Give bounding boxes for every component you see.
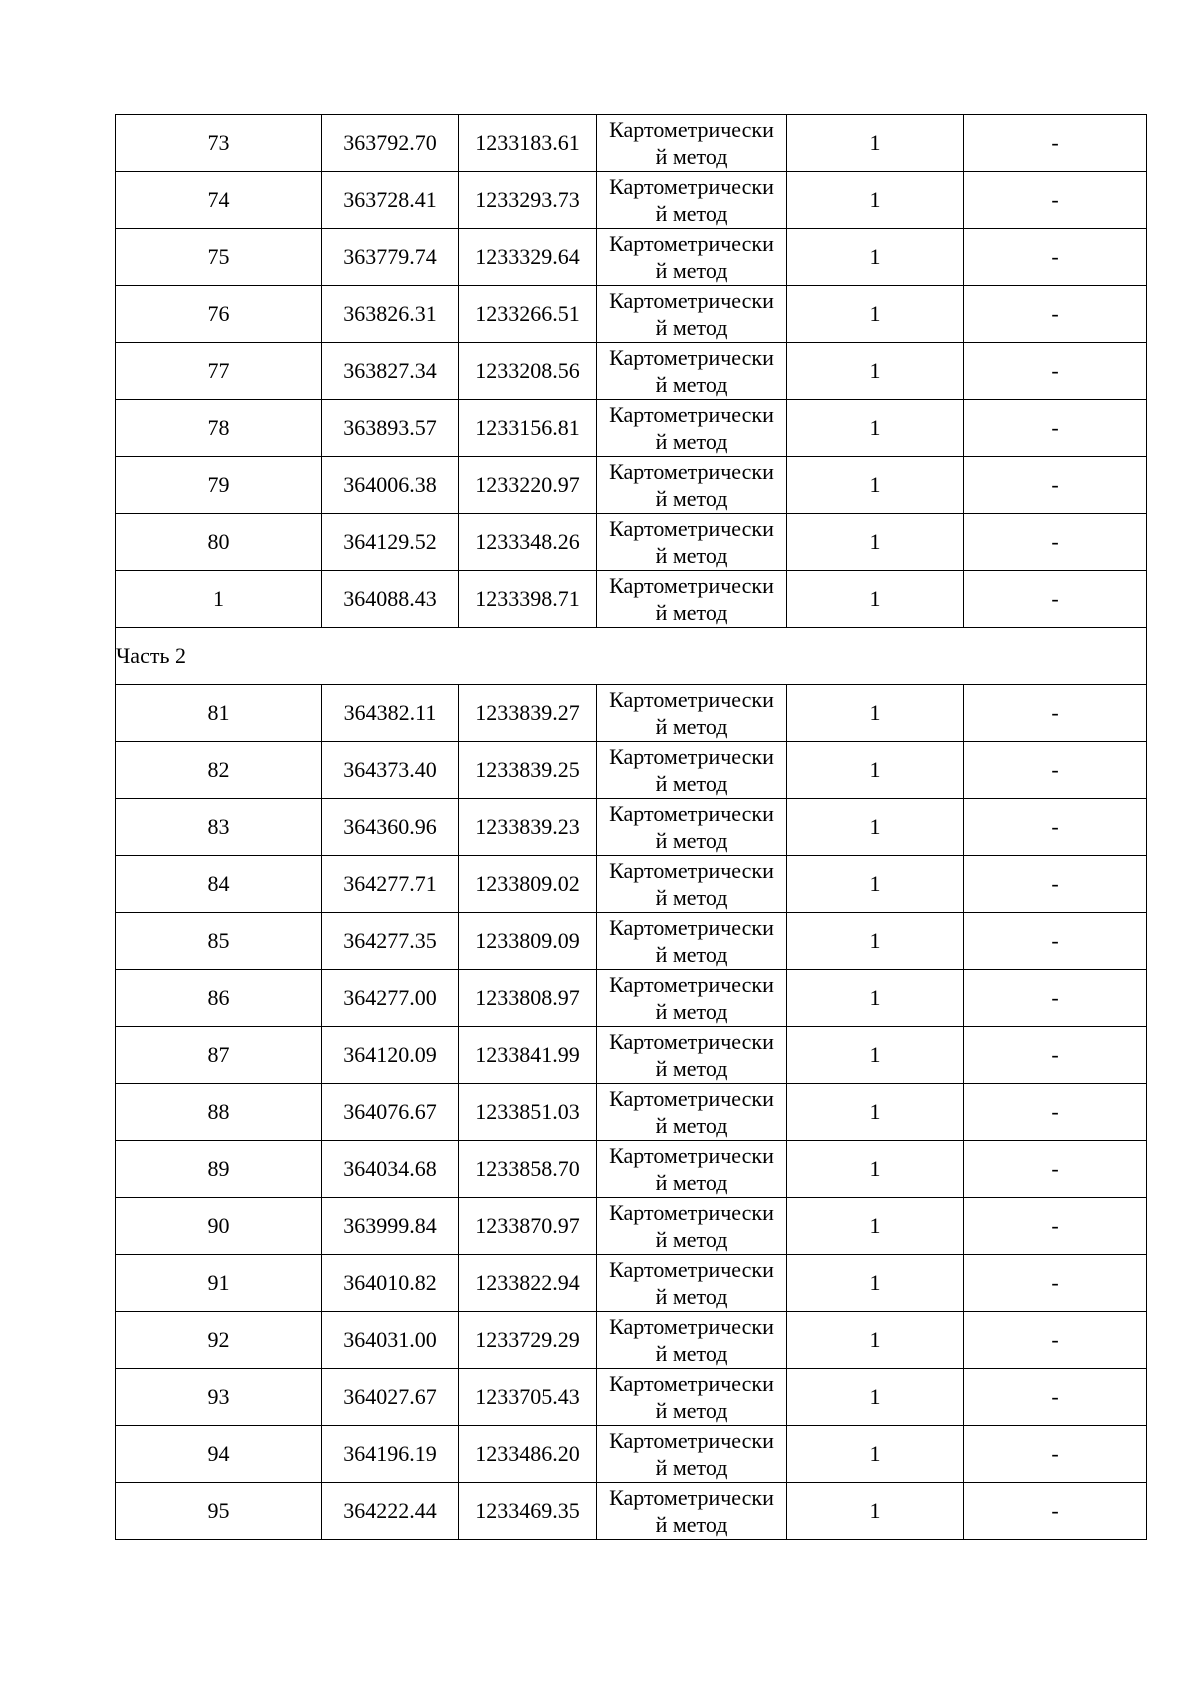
note-cell: - — [964, 1084, 1147, 1141]
y-coordinate-cell: 1233851.03 — [459, 1084, 597, 1141]
x-coordinate-cell: 364373.40 — [322, 742, 459, 799]
accuracy-cell: 1 — [787, 856, 964, 913]
accuracy-cell: 1 — [787, 685, 964, 742]
method-cell — [597, 286, 787, 343]
method-line-2: й метод — [655, 1227, 728, 1252]
accuracy-cell: 1 — [787, 115, 964, 172]
note-cell: - — [964, 571, 1147, 628]
y-coordinate-cell: 1233705.43 — [459, 1369, 597, 1426]
method-cell — [597, 343, 787, 400]
x-coordinate-cell: 363792.70 — [322, 115, 459, 172]
method-line-2: й метод — [655, 543, 728, 568]
method-cell — [597, 1084, 787, 1141]
y-coordinate-cell: 1233398.71 — [459, 571, 597, 628]
table-row — [116, 571, 1147, 628]
method-line-1: Картометрически — [609, 1485, 774, 1510]
note-cell: - — [964, 742, 1147, 799]
point-number-cell: 81 — [116, 685, 322, 742]
point-number-cell: 77 — [116, 343, 322, 400]
note-cell: - — [964, 514, 1147, 571]
method-line-1: Картометрически — [609, 231, 774, 256]
y-coordinate-cell: 1233293.73 — [459, 172, 597, 229]
method-line-2: й метод — [655, 1056, 728, 1081]
method-cell — [597, 1255, 787, 1312]
point-number-cell: 82 — [116, 742, 322, 799]
x-coordinate-cell: 364277.71 — [322, 856, 459, 913]
table-row — [116, 286, 1147, 343]
method-cell — [597, 571, 787, 628]
point-number-cell: 80 — [116, 514, 322, 571]
table-row — [116, 970, 1147, 1027]
accuracy-cell: 1 — [787, 1483, 964, 1540]
point-number-cell: 1 — [116, 571, 322, 628]
note-cell: - — [964, 685, 1147, 742]
point-number-cell: 94 — [116, 1426, 322, 1483]
y-coordinate-cell: 1233870.97 — [459, 1198, 597, 1255]
method-line-1: Картометрически — [609, 1314, 774, 1339]
point-number-cell: 74 — [116, 172, 322, 229]
y-coordinate-cell: 1233156.81 — [459, 400, 597, 457]
accuracy-cell: 1 — [787, 514, 964, 571]
y-coordinate-cell: 1233839.23 — [459, 799, 597, 856]
note-cell: - — [964, 1426, 1147, 1483]
point-number-cell: 93 — [116, 1369, 322, 1426]
method-cell — [597, 1027, 787, 1084]
method-line-2: й метод — [655, 1455, 728, 1480]
x-coordinate-cell: 364120.09 — [322, 1027, 459, 1084]
accuracy-cell: 1 — [787, 1255, 964, 1312]
point-number-cell: 84 — [116, 856, 322, 913]
method-line-1: Картометрически — [609, 972, 774, 997]
table-row — [116, 172, 1147, 229]
method-line-2: й метод — [655, 714, 728, 739]
x-coordinate-cell: 364088.43 — [322, 571, 459, 628]
y-coordinate-cell: 1233329.64 — [459, 229, 597, 286]
x-coordinate-cell: 364010.82 — [322, 1255, 459, 1312]
table-row — [116, 799, 1147, 856]
method-cell — [597, 1198, 787, 1255]
table-row — [116, 1084, 1147, 1141]
point-number-cell: 90 — [116, 1198, 322, 1255]
method-cell — [597, 1312, 787, 1369]
table-row — [116, 1483, 1147, 1540]
accuracy-cell: 1 — [787, 400, 964, 457]
method-line-1: Картометрически — [609, 117, 774, 142]
y-coordinate-cell: 1233183.61 — [459, 115, 597, 172]
accuracy-cell: 1 — [787, 1084, 964, 1141]
note-cell: - — [964, 286, 1147, 343]
method-line-2: й метод — [655, 828, 728, 853]
y-coordinate-cell: 1233808.97 — [459, 970, 597, 1027]
method-line-2: й метод — [655, 429, 728, 454]
table-row — [116, 1141, 1147, 1198]
accuracy-cell: 1 — [787, 913, 964, 970]
note-cell: - — [964, 457, 1147, 514]
method-line-1: Картометрически — [609, 744, 774, 769]
x-coordinate-cell: 363728.41 — [322, 172, 459, 229]
x-coordinate-cell: 364196.19 — [322, 1426, 459, 1483]
method-line-2: й метод — [655, 1512, 728, 1537]
method-line-1: Картометрически — [609, 288, 774, 313]
y-coordinate-cell: 1233729.29 — [459, 1312, 597, 1369]
x-coordinate-cell: 364034.68 — [322, 1141, 459, 1198]
point-number-cell: 83 — [116, 799, 322, 856]
note-cell: - — [964, 1255, 1147, 1312]
method-line-2: й метод — [655, 372, 728, 397]
table-row — [116, 685, 1147, 742]
point-number-cell: 92 — [116, 1312, 322, 1369]
method-cell — [597, 457, 787, 514]
note-cell: - — [964, 229, 1147, 286]
y-coordinate-cell: 1233839.25 — [459, 742, 597, 799]
x-coordinate-cell: 364360.96 — [322, 799, 459, 856]
method-line-1: Картометрически — [609, 174, 774, 199]
x-coordinate-cell: 363893.57 — [322, 400, 459, 457]
x-coordinate-cell: 364222.44 — [322, 1483, 459, 1540]
coordinates-table — [115, 114, 1147, 1540]
method-cell — [597, 856, 787, 913]
table-row — [116, 1369, 1147, 1426]
method-cell — [597, 685, 787, 742]
method-line-2: й метод — [655, 1170, 728, 1195]
point-number-cell: 75 — [116, 229, 322, 286]
method-line-2: й метод — [655, 999, 728, 1024]
method-line-1: Картометрически — [609, 1371, 774, 1396]
x-coordinate-cell: 364129.52 — [322, 514, 459, 571]
method-line-2: й метод — [655, 1284, 728, 1309]
accuracy-cell: 1 — [787, 1312, 964, 1369]
method-line-1: Картометрически — [609, 1029, 774, 1054]
table-row — [116, 115, 1147, 172]
accuracy-cell: 1 — [787, 229, 964, 286]
method-line-1: Картометрически — [609, 1200, 774, 1225]
note-cell: - — [964, 970, 1147, 1027]
point-number-cell: 78 — [116, 400, 322, 457]
y-coordinate-cell: 1233208.56 — [459, 343, 597, 400]
section-row — [116, 628, 1147, 685]
method-line-2: й метод — [655, 1113, 728, 1138]
accuracy-cell: 1 — [787, 1027, 964, 1084]
note-cell: - — [964, 1312, 1147, 1369]
y-coordinate-cell: 1233348.26 — [459, 514, 597, 571]
point-number-cell: 79 — [116, 457, 322, 514]
table-row — [116, 856, 1147, 913]
table-row — [116, 400, 1147, 457]
method-cell — [597, 799, 787, 856]
point-number-cell: 85 — [116, 913, 322, 970]
x-coordinate-cell: 364031.00 — [322, 1312, 459, 1369]
method-cell — [597, 229, 787, 286]
x-coordinate-cell: 363999.84 — [322, 1198, 459, 1255]
table-row — [116, 1027, 1147, 1084]
note-cell: - — [964, 343, 1147, 400]
method-cell — [597, 115, 787, 172]
point-number-cell: 91 — [116, 1255, 322, 1312]
method-line-1: Картометрически — [609, 915, 774, 940]
method-line-1: Картометрически — [609, 516, 774, 541]
method-line-2: й метод — [655, 315, 728, 340]
y-coordinate-cell: 1233858.70 — [459, 1141, 597, 1198]
x-coordinate-cell: 364006.38 — [322, 457, 459, 514]
note-cell: - — [964, 115, 1147, 172]
method-line-1: Картометрически — [609, 573, 774, 598]
method-line-2: й метод — [655, 201, 728, 226]
method-cell — [597, 1426, 787, 1483]
accuracy-cell: 1 — [787, 457, 964, 514]
method-line-1: Картометрически — [609, 459, 774, 484]
point-number-cell: 73 — [116, 115, 322, 172]
method-line-2: й метод — [655, 1398, 728, 1423]
y-coordinate-cell: 1233822.94 — [459, 1255, 597, 1312]
method-line-2: й метод — [655, 144, 728, 169]
note-cell: - — [964, 172, 1147, 229]
x-coordinate-cell: 364382.11 — [322, 685, 459, 742]
point-number-cell: 95 — [116, 1483, 322, 1540]
x-coordinate-cell: 363827.34 — [322, 343, 459, 400]
x-coordinate-cell: 364027.67 — [322, 1369, 459, 1426]
note-cell: - — [964, 1483, 1147, 1540]
accuracy-cell: 1 — [787, 1369, 964, 1426]
note-cell: - — [964, 1141, 1147, 1198]
method-cell — [597, 1483, 787, 1540]
table-row — [116, 1426, 1147, 1483]
y-coordinate-cell: 1233266.51 — [459, 286, 597, 343]
method-line-1: Картометрически — [609, 1257, 774, 1282]
point-number-cell: 88 — [116, 1084, 322, 1141]
method-line-1: Картометрически — [609, 1143, 774, 1168]
accuracy-cell: 1 — [787, 286, 964, 343]
method-line-2: й метод — [655, 771, 728, 796]
note-cell: - — [964, 856, 1147, 913]
method-line-1: Картометрически — [609, 858, 774, 883]
method-line-2: й метод — [655, 600, 728, 625]
method-line-2: й метод — [655, 486, 728, 511]
method-line-1: Картометрически — [609, 687, 774, 712]
y-coordinate-cell: 1233839.27 — [459, 685, 597, 742]
accuracy-cell: 1 — [787, 1426, 964, 1483]
method-cell — [597, 1369, 787, 1426]
table-row — [116, 913, 1147, 970]
method-line-1: Картометрически — [609, 402, 774, 427]
note-cell: - — [964, 799, 1147, 856]
method-line-1: Картометрически — [609, 1428, 774, 1453]
x-coordinate-cell: 364277.00 — [322, 970, 459, 1027]
point-number-cell: 76 — [116, 286, 322, 343]
x-coordinate-cell: 363779.74 — [322, 229, 459, 286]
x-coordinate-cell: 364277.35 — [322, 913, 459, 970]
method-cell — [597, 970, 787, 1027]
note-cell: - — [964, 1027, 1147, 1084]
accuracy-cell: 1 — [787, 571, 964, 628]
method-cell — [597, 514, 787, 571]
table-row — [116, 514, 1147, 571]
y-coordinate-cell: 1233809.02 — [459, 856, 597, 913]
method-line-2: й метод — [655, 258, 728, 283]
method-cell — [597, 400, 787, 457]
method-cell — [597, 1141, 787, 1198]
section-label: Часть 2 — [116, 628, 1147, 685]
table-row — [116, 1312, 1147, 1369]
note-cell: - — [964, 1369, 1147, 1426]
coordinates-table-body — [116, 115, 1147, 1540]
table-row — [116, 1198, 1147, 1255]
accuracy-cell: 1 — [787, 742, 964, 799]
table-row — [116, 457, 1147, 514]
accuracy-cell: 1 — [787, 1198, 964, 1255]
table-row — [116, 1255, 1147, 1312]
point-number-cell: 87 — [116, 1027, 322, 1084]
table-row — [116, 343, 1147, 400]
method-cell — [597, 172, 787, 229]
accuracy-cell: 1 — [787, 799, 964, 856]
method-line-1: Картометрически — [609, 345, 774, 370]
table-row — [116, 229, 1147, 286]
accuracy-cell: 1 — [787, 1141, 964, 1198]
method-line-1: Картометрически — [609, 801, 774, 826]
method-cell — [597, 913, 787, 970]
method-line-1: Картометрически — [609, 1086, 774, 1111]
x-coordinate-cell: 363826.31 — [322, 286, 459, 343]
accuracy-cell: 1 — [787, 343, 964, 400]
point-number-cell: 89 — [116, 1141, 322, 1198]
method-line-2: й метод — [655, 942, 728, 967]
note-cell: - — [964, 400, 1147, 457]
method-line-2: й метод — [655, 1341, 728, 1366]
accuracy-cell: 1 — [787, 172, 964, 229]
y-coordinate-cell: 1233469.35 — [459, 1483, 597, 1540]
method-cell — [597, 742, 787, 799]
accuracy-cell: 1 — [787, 970, 964, 1027]
y-coordinate-cell: 1233486.20 — [459, 1426, 597, 1483]
x-coordinate-cell: 364076.67 — [322, 1084, 459, 1141]
method-line-2: й метод — [655, 885, 728, 910]
y-coordinate-cell: 1233809.09 — [459, 913, 597, 970]
table-row — [116, 742, 1147, 799]
note-cell: - — [964, 1198, 1147, 1255]
y-coordinate-cell: 1233841.99 — [459, 1027, 597, 1084]
y-coordinate-cell: 1233220.97 — [459, 457, 597, 514]
note-cell: - — [964, 913, 1147, 970]
point-number-cell: 86 — [116, 970, 322, 1027]
